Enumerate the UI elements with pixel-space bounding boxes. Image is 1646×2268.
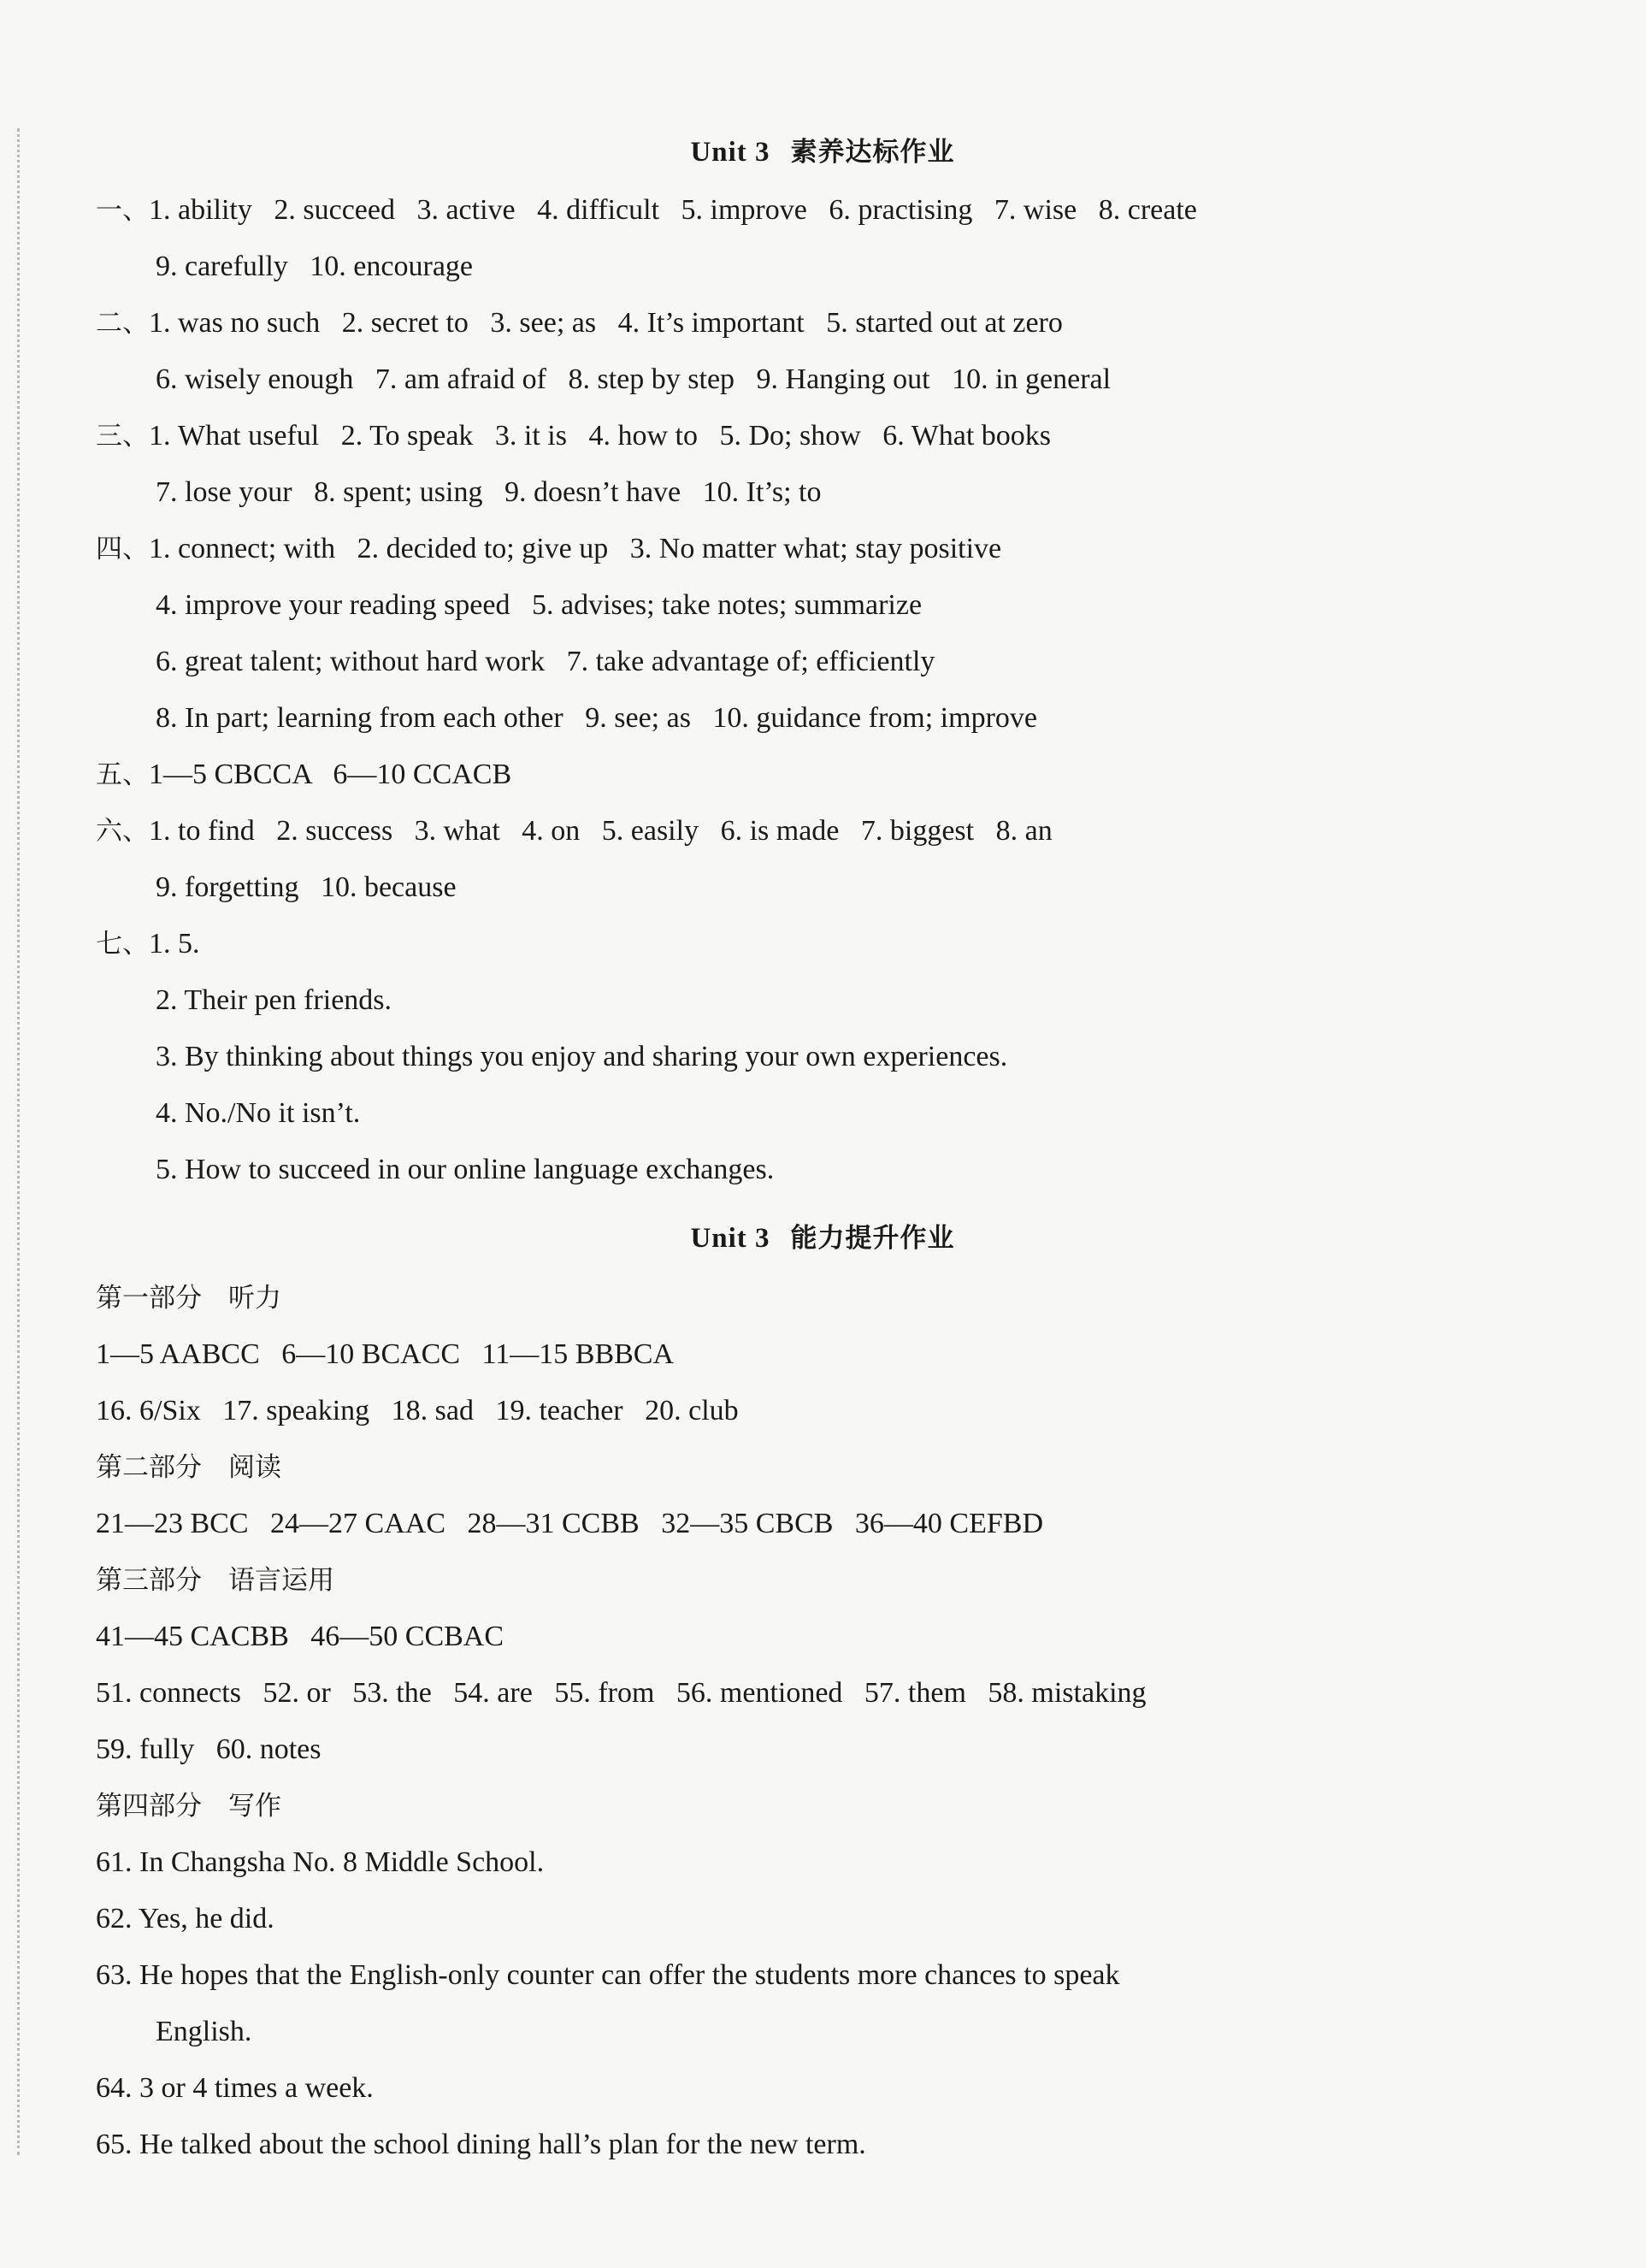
part-label-text: 第四部分 写作 — [96, 1791, 281, 1822]
section2-title-cn: 能力提升作业 — [790, 1223, 955, 1254]
answer-line — [96, 1394, 739, 1428]
answer-line — [96, 814, 1053, 848]
answer-text: 6. wisely enough 7. am afraid of 8. step by step 9. Hanging out 10. in general — [156, 363, 1112, 395]
answer-text: 63. He hopes that the English-only counter can offer the students more chances to speak — [96, 1959, 1120, 1991]
answer-line — [156, 588, 922, 623]
answer-line — [96, 927, 200, 961]
answer-line — [96, 306, 1063, 340]
answer-line — [156, 645, 935, 679]
answer-text: 4. improve your reading speed 5. advises; take notes; summarize — [156, 589, 923, 621]
answer-line — [96, 532, 1001, 566]
answer-text: 1. ability 2. succeed 3. active 4. difficult 5. improve 6. practising 7. wise 8. create — [149, 194, 1197, 226]
answer-line — [156, 1096, 360, 1131]
section1-title: Unit 3 — [690, 137, 770, 168]
part-label — [96, 1450, 281, 1485]
answer-line — [96, 2071, 374, 2106]
answer-line — [96, 1338, 674, 1372]
answer-text: 8. In part; learning from each other 9. see; as 10. guidance from; improve — [156, 702, 1037, 734]
answer-text: 62. Yes, he did. — [96, 1903, 274, 1934]
section1-title-cn: 素养达标作业 — [790, 137, 955, 168]
answer-text: 1. connect; with 2. decided to; give up 3. No matter what; stay positive — [149, 533, 1002, 564]
part-label — [96, 1563, 334, 1598]
answer-text: 16. 6/Six 17. speaking 18. sad 19. teacher 20. club — [96, 1395, 739, 1426]
answer-line — [96, 193, 1197, 227]
answer-text: 2. Their pen friends. — [156, 984, 392, 1016]
part-label-text: 第三部分 语言运用 — [96, 1565, 334, 1596]
question-marker: 五、 — [96, 759, 149, 790]
answer-line — [96, 758, 511, 792]
answer-text: 1. was no such 2. secret to 3. see; as 4. It’s important 5. started out at zero — [149, 307, 1063, 339]
answer-text: English. — [156, 2016, 252, 2047]
answer-text: 7. lose your 8. spent; using 9. doesn’t have 10. It’s; to — [156, 476, 822, 508]
question-marker: 七、 — [96, 929, 149, 960]
answer-line — [156, 2015, 251, 2049]
answer-line — [156, 701, 1037, 735]
answer-text: 51. connects 52. or 53. the 54. are 55. from 56. mentioned 57. them 58. mistaking — [96, 1677, 1147, 1709]
part-label-text: 第二部分 阅读 — [96, 1452, 281, 1483]
answer-line — [96, 1620, 504, 1654]
answer-line — [96, 1846, 544, 1880]
answer-line — [96, 1676, 1147, 1710]
section2-title: Unit 3 — [690, 1223, 770, 1254]
answer-text: 9. forgetting 10. because — [156, 871, 457, 903]
answer-text: 3. By thinking about things you enjoy and sharing your own experiences. — [156, 1041, 1008, 1072]
answer-text: 21—23 BCC 24—27 CAAC 28—31 CCBB 32—35 CBCB 36—40 CEFBD — [96, 1508, 1044, 1539]
answer-text: 59. fully 60. notes — [96, 1733, 322, 1765]
answer-line — [156, 983, 392, 1018]
question-marker: 三、 — [96, 421, 149, 452]
answer-line — [156, 363, 1111, 397]
answer-text: 1—5 CBCCA 6—10 CCACB — [149, 759, 512, 790]
question-marker: 一、 — [96, 195, 149, 226]
answer-line — [156, 1153, 774, 1187]
answer-text: 61. In Changsha No. 8 Middle School. — [96, 1846, 545, 1878]
answer-line — [156, 1040, 1007, 1074]
answer-text: 1—5 AABCC 6—10 BCACC 11—15 BBBCA — [96, 1338, 675, 1370]
answer-text: 1. to find 2. success 3. what 4. on 5. easily 6. is made 7. biggest 8. an — [149, 815, 1053, 847]
answer-text: 6. great talent; without hard work 7. take advantage of; efficiently — [156, 646, 935, 677]
answer-line — [96, 1733, 321, 1767]
answer-line — [96, 1902, 274, 1936]
part-label-text: 第一部分 听力 — [96, 1283, 281, 1314]
answer-text: 1. 5. — [149, 928, 200, 960]
part-label — [96, 1789, 281, 1823]
question-marker: 六、 — [96, 816, 149, 847]
binding-margin-line — [17, 128, 20, 2155]
answer-line — [156, 475, 821, 510]
answer-line — [96, 1507, 1043, 1541]
answer-text: 1. What useful 2. To speak 3. it is 4. how to 5. Do; show 6. What books — [149, 420, 1052, 452]
answer-text: 4. No./No it isn’t. — [156, 1097, 361, 1129]
answer-line — [156, 250, 473, 284]
answer-text: 41—45 CACBB 46—50 CCBAC — [96, 1621, 504, 1652]
answer-text: 64. 3 or 4 times a week. — [96, 2072, 374, 2104]
answer-line — [96, 1958, 1120, 1993]
answer-text: 5. How to succeed in our online language exchanges. — [156, 1154, 775, 1185]
answer-line — [156, 871, 457, 905]
part-label — [96, 1281, 281, 1315]
answer-line — [96, 2128, 866, 2162]
section1-heading — [96, 130, 1549, 168]
answer-text: 9. carefully 10. encourage — [156, 251, 473, 282]
section2-heading — [96, 1216, 1549, 1255]
answer-line — [96, 419, 1051, 453]
question-marker: 二、 — [96, 308, 149, 339]
question-marker: 四、 — [96, 534, 149, 564]
answer-text: 65. He talked about the school dining hall’s plan for the new term. — [96, 2129, 866, 2160]
